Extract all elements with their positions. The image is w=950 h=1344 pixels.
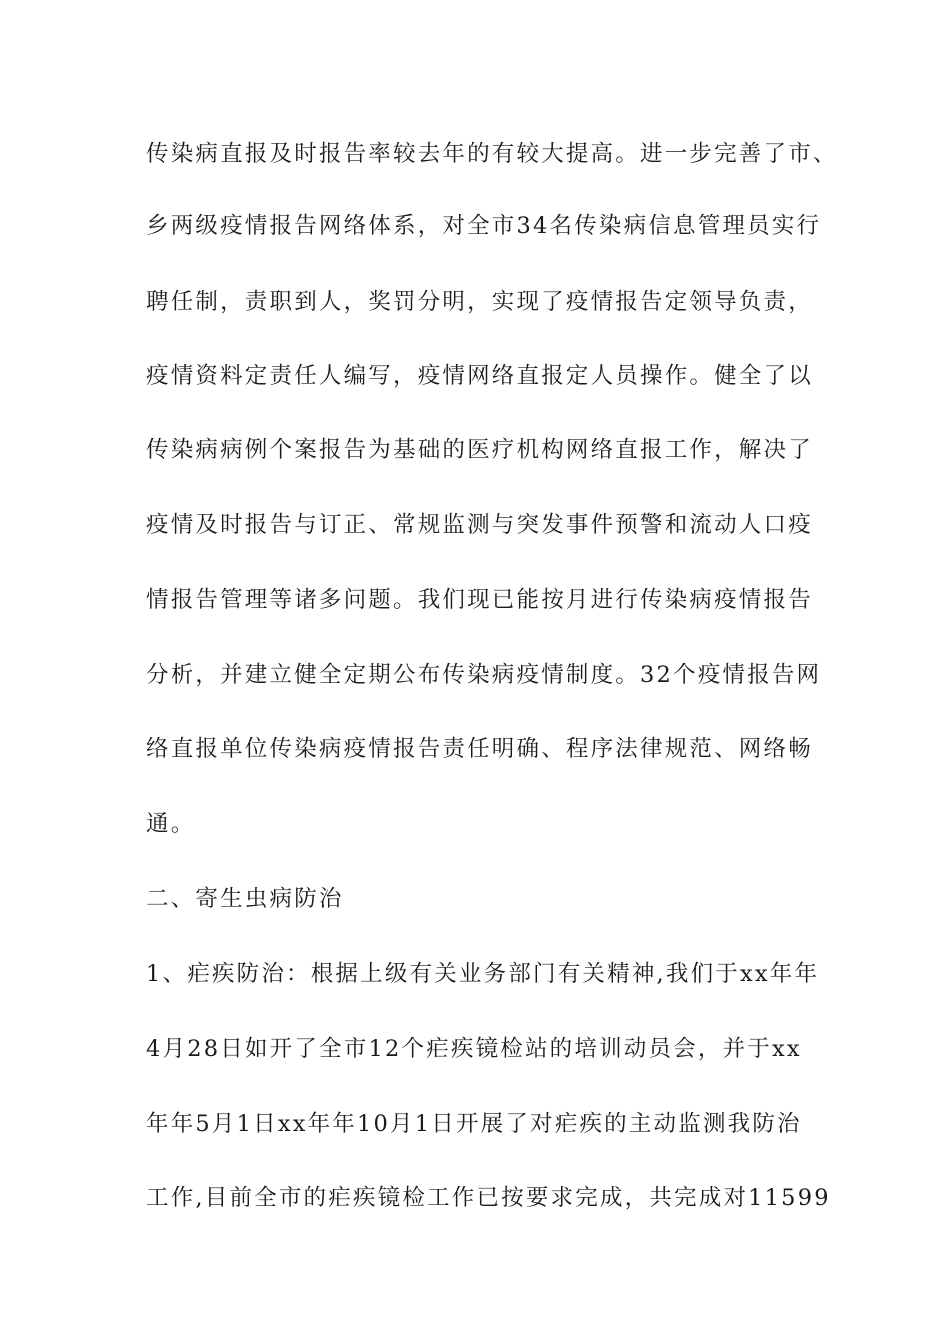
text-line: 分析，并建立健全定期公布传染病疫情制度。32个疫情报告网 <box>146 662 822 688</box>
text-line: 疫情及时报告与订正、常规监测与突发事件预警和流动人口疫 <box>146 512 813 538</box>
text-line: 1、疟疾防治：根据上级有关业务部门有关精神,我们于xx年年 <box>146 961 820 987</box>
text-line: 络直报单位传染病疫情报告责任明确、程序法律规范、网络畅 <box>146 736 813 762</box>
text-line: 4月28日如开了全市12个疟疾镜检站的培训动员会，并于xx <box>146 1036 802 1062</box>
text-line: 通。 <box>146 811 196 837</box>
text-line: 聘任制，责职到人，奖罚分明，实现了疫情报告定领导负责， <box>146 289 813 315</box>
text-line: 年年5月1日xx年年10月1日开展了对疟疾的主动监测我防治 <box>146 1111 802 1137</box>
text-line: 传染病病例个案报告为基础的医疗机构网络直报工作，解决了 <box>146 437 813 463</box>
text-line: 工作,目前全市的疟疾镜检工作已按要求完成，共完成对11599 <box>146 1185 831 1211</box>
text-line: 情报告管理等诸多问题。我们现已能按月进行传染病疫情报告 <box>146 587 813 613</box>
text-line: 乡两级疫情报告网络体系，对全市34名传染病信息管理员实行 <box>146 213 822 239</box>
text-line: 疫情资料定责任人编写，疫情网络直报定人员操作。健全了以 <box>146 363 813 389</box>
text-line: 传染病直报及时报告率较去年的有较大提高。进一步完善了市、 <box>146 141 838 167</box>
section-heading: 二、寄生虫病防治 <box>146 886 344 912</box>
